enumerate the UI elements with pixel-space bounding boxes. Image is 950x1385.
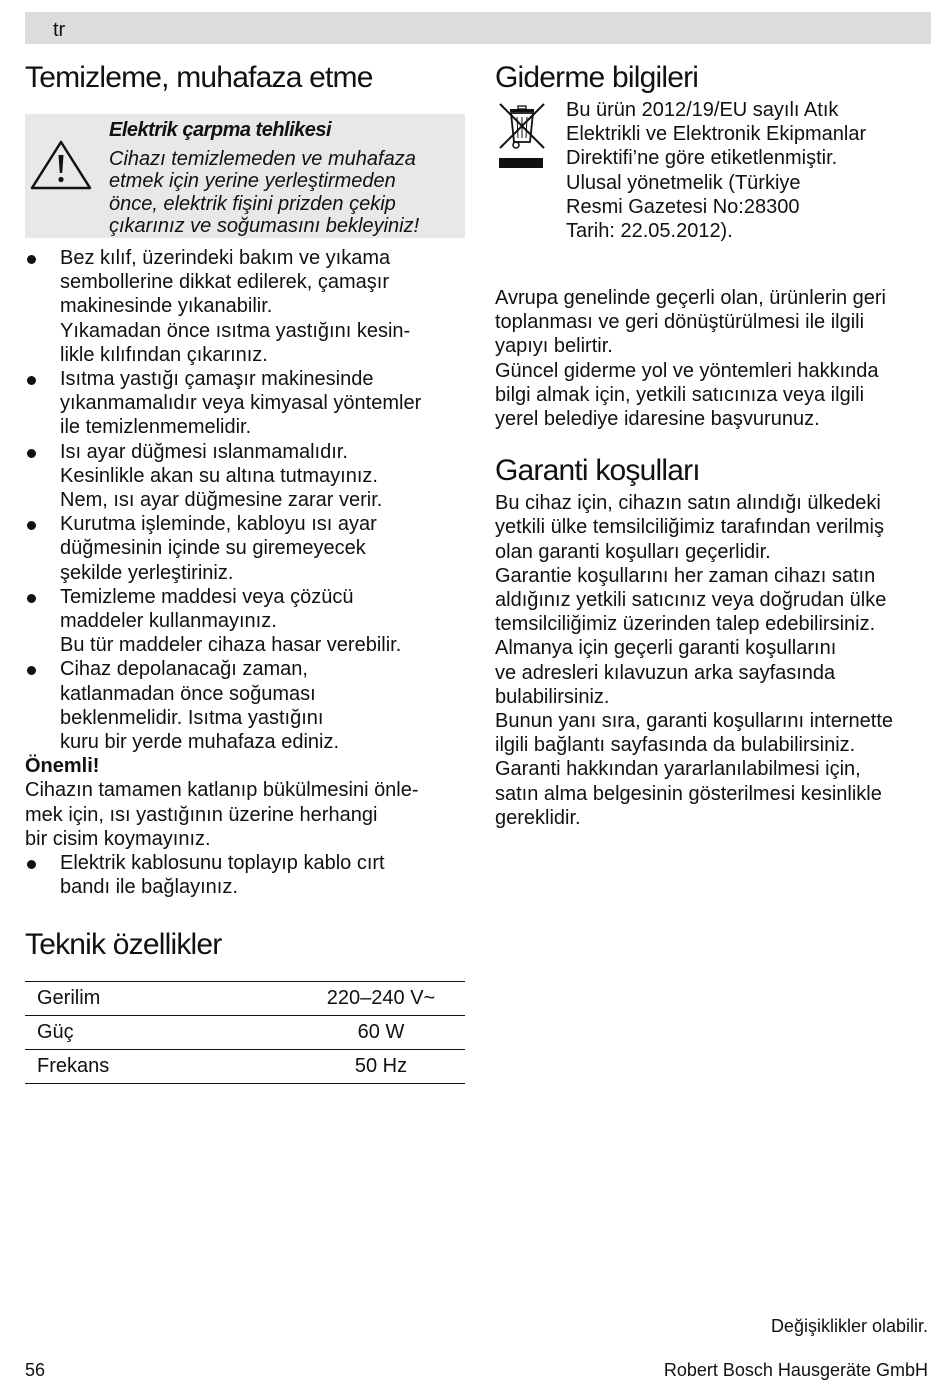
list-item-line: Isı ayar düğmesi ıslanmamalıdır. <box>60 440 348 463</box>
warning-triangle-icon <box>30 140 92 190</box>
warning-title: Elektrik çarpma tehlikesi <box>109 119 332 141</box>
paragraph-line: yerel belediye idaresine başvurunuz. <box>495 408 820 431</box>
spec-label: Gerilim <box>25 982 237 1016</box>
spec-label: Güç <box>25 1016 237 1050</box>
paragraph-line: yapıyı belirtir. <box>495 335 613 358</box>
paragraph-line: Cihazın tamamen katlanıp bükülmesini önle- <box>25 779 419 802</box>
paragraph-line: Tarih: 22.05.2012). <box>566 220 733 243</box>
left-column <box>25 58 465 1084</box>
paragraph-line: mek için, ısı yastığının üzerine herhangi <box>25 803 378 826</box>
list-item-line: maddeler kullanmayınız. <box>60 610 277 633</box>
list-item <box>25 246 465 367</box>
disposal-title: Giderme bilgileri <box>495 61 699 94</box>
right-column <box>495 58 935 830</box>
paragraph-line: olan garanti koşulları geçerlidir. <box>495 540 771 563</box>
list-item-line: Cihaz depolanacağı zaman, <box>60 658 308 681</box>
paragraph-line: Almanya için geçerli garanti koşullarını <box>495 637 837 660</box>
list-item-line: şekilde yerleştiriniz. <box>60 561 234 584</box>
page-number: 56 <box>25 1360 46 1380</box>
warranty-paragraph <box>495 709 935 830</box>
warning-line: Cihazı temizlemeden ve muhafaza <box>109 147 416 170</box>
list-item <box>25 440 465 513</box>
important-label: Önemli! <box>25 755 100 778</box>
list-item <box>25 585 465 658</box>
paragraph-line: Garanti hakkından yararlanılabilmesi için, <box>495 758 861 781</box>
warranty-paragraph <box>495 491 935 709</box>
paragraph-line: Garantie koşullarını her zaman cihazı satın <box>495 564 876 587</box>
paragraph-line: Avrupa genelinde geçerli olan, ürünlerin geri <box>495 287 886 309</box>
list-item <box>25 657 465 754</box>
paragraph-line: yetkili ülke temsilciliğimiz tarafından verilmiş <box>495 516 884 539</box>
crossed-out-wheelie-bin-icon <box>497 100 547 172</box>
list-item-line: makinesinde yıkanabilir. <box>60 295 273 318</box>
list-item-line: kuru bir yerde muhafaza ediniz. <box>60 731 340 754</box>
warning-line: etmek için yerine yerleştirmeden <box>109 170 396 192</box>
list-item-line: Yıkamadan önce ısıtma yastığını kesin- <box>60 319 411 342</box>
list-item-line: Isıtma yastığı çamaşır makinesinde <box>60 368 374 391</box>
disposal-paragraph <box>495 286 935 359</box>
list-item-line: Kurutma işleminde, kabloyu ısı ayar <box>60 513 377 536</box>
cleaning-title: Temizleme, muhafaza etme <box>25 61 373 94</box>
language-header-bar <box>25 12 931 44</box>
warning-line: önce, elektrik fişini prizden çekip <box>109 192 396 215</box>
paragraph-line: bir cisim koymayınız. <box>25 827 211 850</box>
spec-value: 50 Hz <box>237 1050 465 1084</box>
list-item <box>25 851 465 899</box>
list-item-line: Bu tür maddeler cihaza hasar verebilir. <box>60 634 402 657</box>
technical-specs-table <box>25 981 465 1084</box>
list-item-line: bandı ile bağlayınız. <box>60 876 238 899</box>
list-item-line: Temizleme maddesi veya çözücü <box>60 585 354 608</box>
list-item-line: likle kılıfından çıkarınız. <box>60 343 268 366</box>
spec-value: 220–240 V~ <box>237 982 465 1016</box>
disposal-paragraph <box>495 359 935 432</box>
technical-specs-title: Teknik özellikler <box>25 928 222 962</box>
paragraph-line: Bunun yanı sıra, garanti koşullarını internette <box>495 710 894 733</box>
list-item-line: düğmesinin içinde su giremeyecek <box>60 537 366 560</box>
spec-label: Frekans <box>25 1050 237 1084</box>
list-item-line: Elektrik kablosunu toplayıp kablo cırt <box>60 852 385 875</box>
warning-line: çıkarınız ve soğumasını bekleyiniz! <box>109 215 420 237</box>
paragraph-line: bilgi almak için, yetkili satıcınıza veya ilgili <box>495 383 865 406</box>
list-item <box>25 367 465 440</box>
spec-value: 60 W <box>237 1016 465 1050</box>
warranty-title: Garanti koşulları <box>495 454 700 488</box>
list-item-line: Kesinlikle akan su altına tutmayınız. <box>60 464 378 487</box>
paragraph-line: satın alma belgesinin gösterilmesi kesinlikle <box>495 782 882 805</box>
list-item-line: katlanmadan önce soğuması <box>60 682 316 705</box>
list-item-line: ile temizlenmemelidir. <box>60 416 252 439</box>
paragraph-line: temsilciliğimiz üzerinden talep edebilirsiniz. <box>495 613 876 636</box>
electric-shock-warning-box <box>25 114 465 238</box>
warning-text <box>109 119 419 238</box>
disposal-label-text <box>566 98 866 243</box>
company-name: Robert Bosch Hausgeräte GmbH <box>663 1360 928 1380</box>
paragraph-line: gereklidir. <box>495 806 581 829</box>
paragraph-line: ve adresleri kılavuzun arka sayfasında <box>495 661 836 684</box>
changes-note: Değişiklikler olabilir. <box>770 1316 928 1336</box>
paragraph-line: Bu ürün 2012/19/EU sayılı Atık <box>566 99 839 121</box>
list-item-line: beklenmelidir. Isıtma yastığını <box>60 706 324 729</box>
list-item-line: yıkanmamalıdır veya kimyasal yöntemler <box>60 392 422 415</box>
list-item <box>25 512 465 585</box>
important-paragraph <box>25 778 465 851</box>
paragraph-line: Direktifi’ne göre etiketlenmiştir. <box>566 147 838 170</box>
paragraph-line: bulabilirsiniz. <box>495 685 610 708</box>
list-item-line: Bez kılıf, üzerindeki bakım ve yıkama <box>60 247 391 269</box>
table-row <box>25 1016 465 1050</box>
paragraph-line: ilgili bağlantı sayfasında da bulabilirsiniz. <box>495 734 856 757</box>
paragraph-line: Elektrikli ve Elektronik Ekipmanlar <box>566 123 867 146</box>
disposal-section <box>495 98 935 286</box>
paragraph-line: toplanması ve geri dönüştürülmesi ile ilgili <box>495 311 865 334</box>
cable-bullet-list <box>25 851 465 899</box>
list-item-line: sembollerine dikkat edilerek, çamaşır <box>60 271 390 294</box>
paragraph-line: Ulusal yönetmelik (Türkiye <box>566 171 801 194</box>
list-item-line: Nem, ısı ayar düğmesine zarar verir. <box>60 489 383 512</box>
language-code: tr <box>53 19 66 41</box>
cleaning-bullet-list <box>25 246 465 754</box>
paragraph-line: aldığınız yetkili satıcınız veya doğrudan ülke <box>495 589 887 612</box>
paragraph-line: Bu cihaz için, cihazın satın alındığı ülkedeki <box>495 492 881 515</box>
table-row <box>25 982 465 1016</box>
paragraph-line: Güncel giderme yol ve yöntemleri hakkında <box>495 359 879 382</box>
table-row <box>25 1050 465 1084</box>
paragraph-line: Resmi Gazetesi No:28300 <box>566 195 800 218</box>
